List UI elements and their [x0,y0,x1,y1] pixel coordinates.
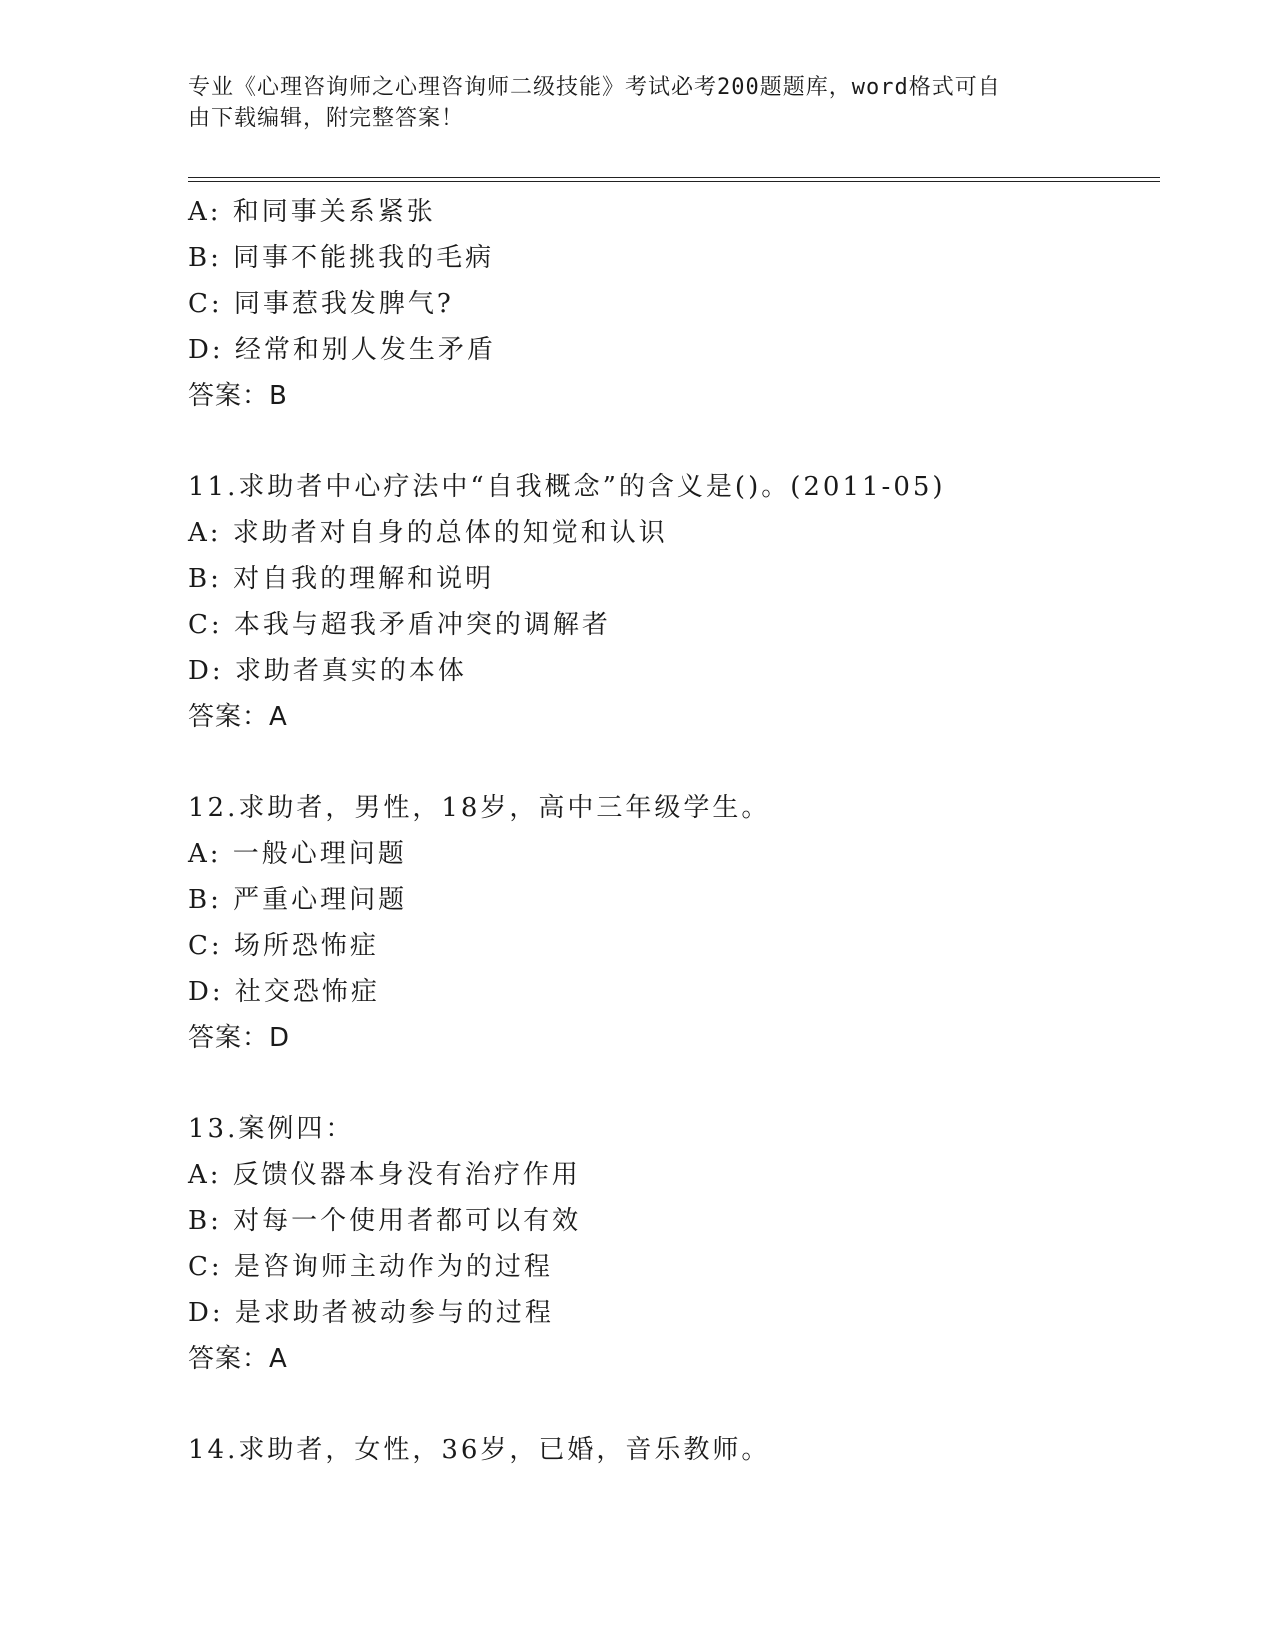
option-c: C: 是咨询师主动作为的过程 [188,1252,553,1282]
option-a: A: 反馈仪器本身没有治疗作用 [188,1160,581,1190]
question-block-14 [188,1427,1148,1473]
question-stem: 12.求助者，男性，18岁，高中三年级学生。 [188,793,771,823]
option-d: D: 社交恐怖症 [188,977,380,1007]
option-c: C: 同事惹我发脾气? [188,289,454,319]
option-b: B: 对每一个使用者都可以有效 [188,1206,582,1236]
question-block-11 [188,464,1148,740]
option-c: C: 场所恐怖症 [188,931,379,961]
question-stem: 13.案例四： [188,1114,355,1144]
header-line-1: 专业《心理咨询师之心理咨询师二级技能》考试必考200题题库，word格式可自 [188,75,1001,100]
option-a: A: 和同事关系紧张 [188,197,436,227]
question-stem: 14.求助者，女性，36岁，已婚，音乐教师。 [188,1435,771,1465]
document-header [188,72,1088,134]
answer-line: 答案：B [188,381,288,411]
question-block-10 [188,189,1148,419]
option-c: C: 本我与超我矛盾冲突的调解者 [188,610,611,640]
spacer [188,419,1148,464]
answer-line: 答案：A [188,702,288,732]
question-list [188,189,1148,1473]
question-stem: 11.求助者中心疗法中“自我概念”的含义是()。(2011-05) [188,472,946,502]
option-b: B: 同事不能挑我的毛病 [188,243,495,273]
option-b: B: 对自我的理解和说明 [188,564,495,594]
option-a: A: 求助者对自身的总体的知觉和认识 [188,518,668,548]
option-d: D: 求助者真实的本体 [188,656,467,686]
answer-line: 答案：D [188,1023,291,1053]
option-b: B: 严重心理问题 [188,885,408,915]
question-block-13 [188,1106,1148,1382]
header-divider [188,177,1160,182]
spacer [188,1382,1148,1427]
answer-line: 答案：A [188,1344,288,1374]
question-block-12 [188,785,1148,1061]
option-d: D: 经常和别人发生矛盾 [188,335,496,365]
option-d: D: 是求助者被动参与的过程 [188,1298,554,1328]
option-a: A: 一般心理问题 [188,839,407,869]
spacer [188,740,1148,785]
header-line-2: 由下载编辑，附完整答案！ [188,106,465,131]
spacer [188,1061,1148,1106]
